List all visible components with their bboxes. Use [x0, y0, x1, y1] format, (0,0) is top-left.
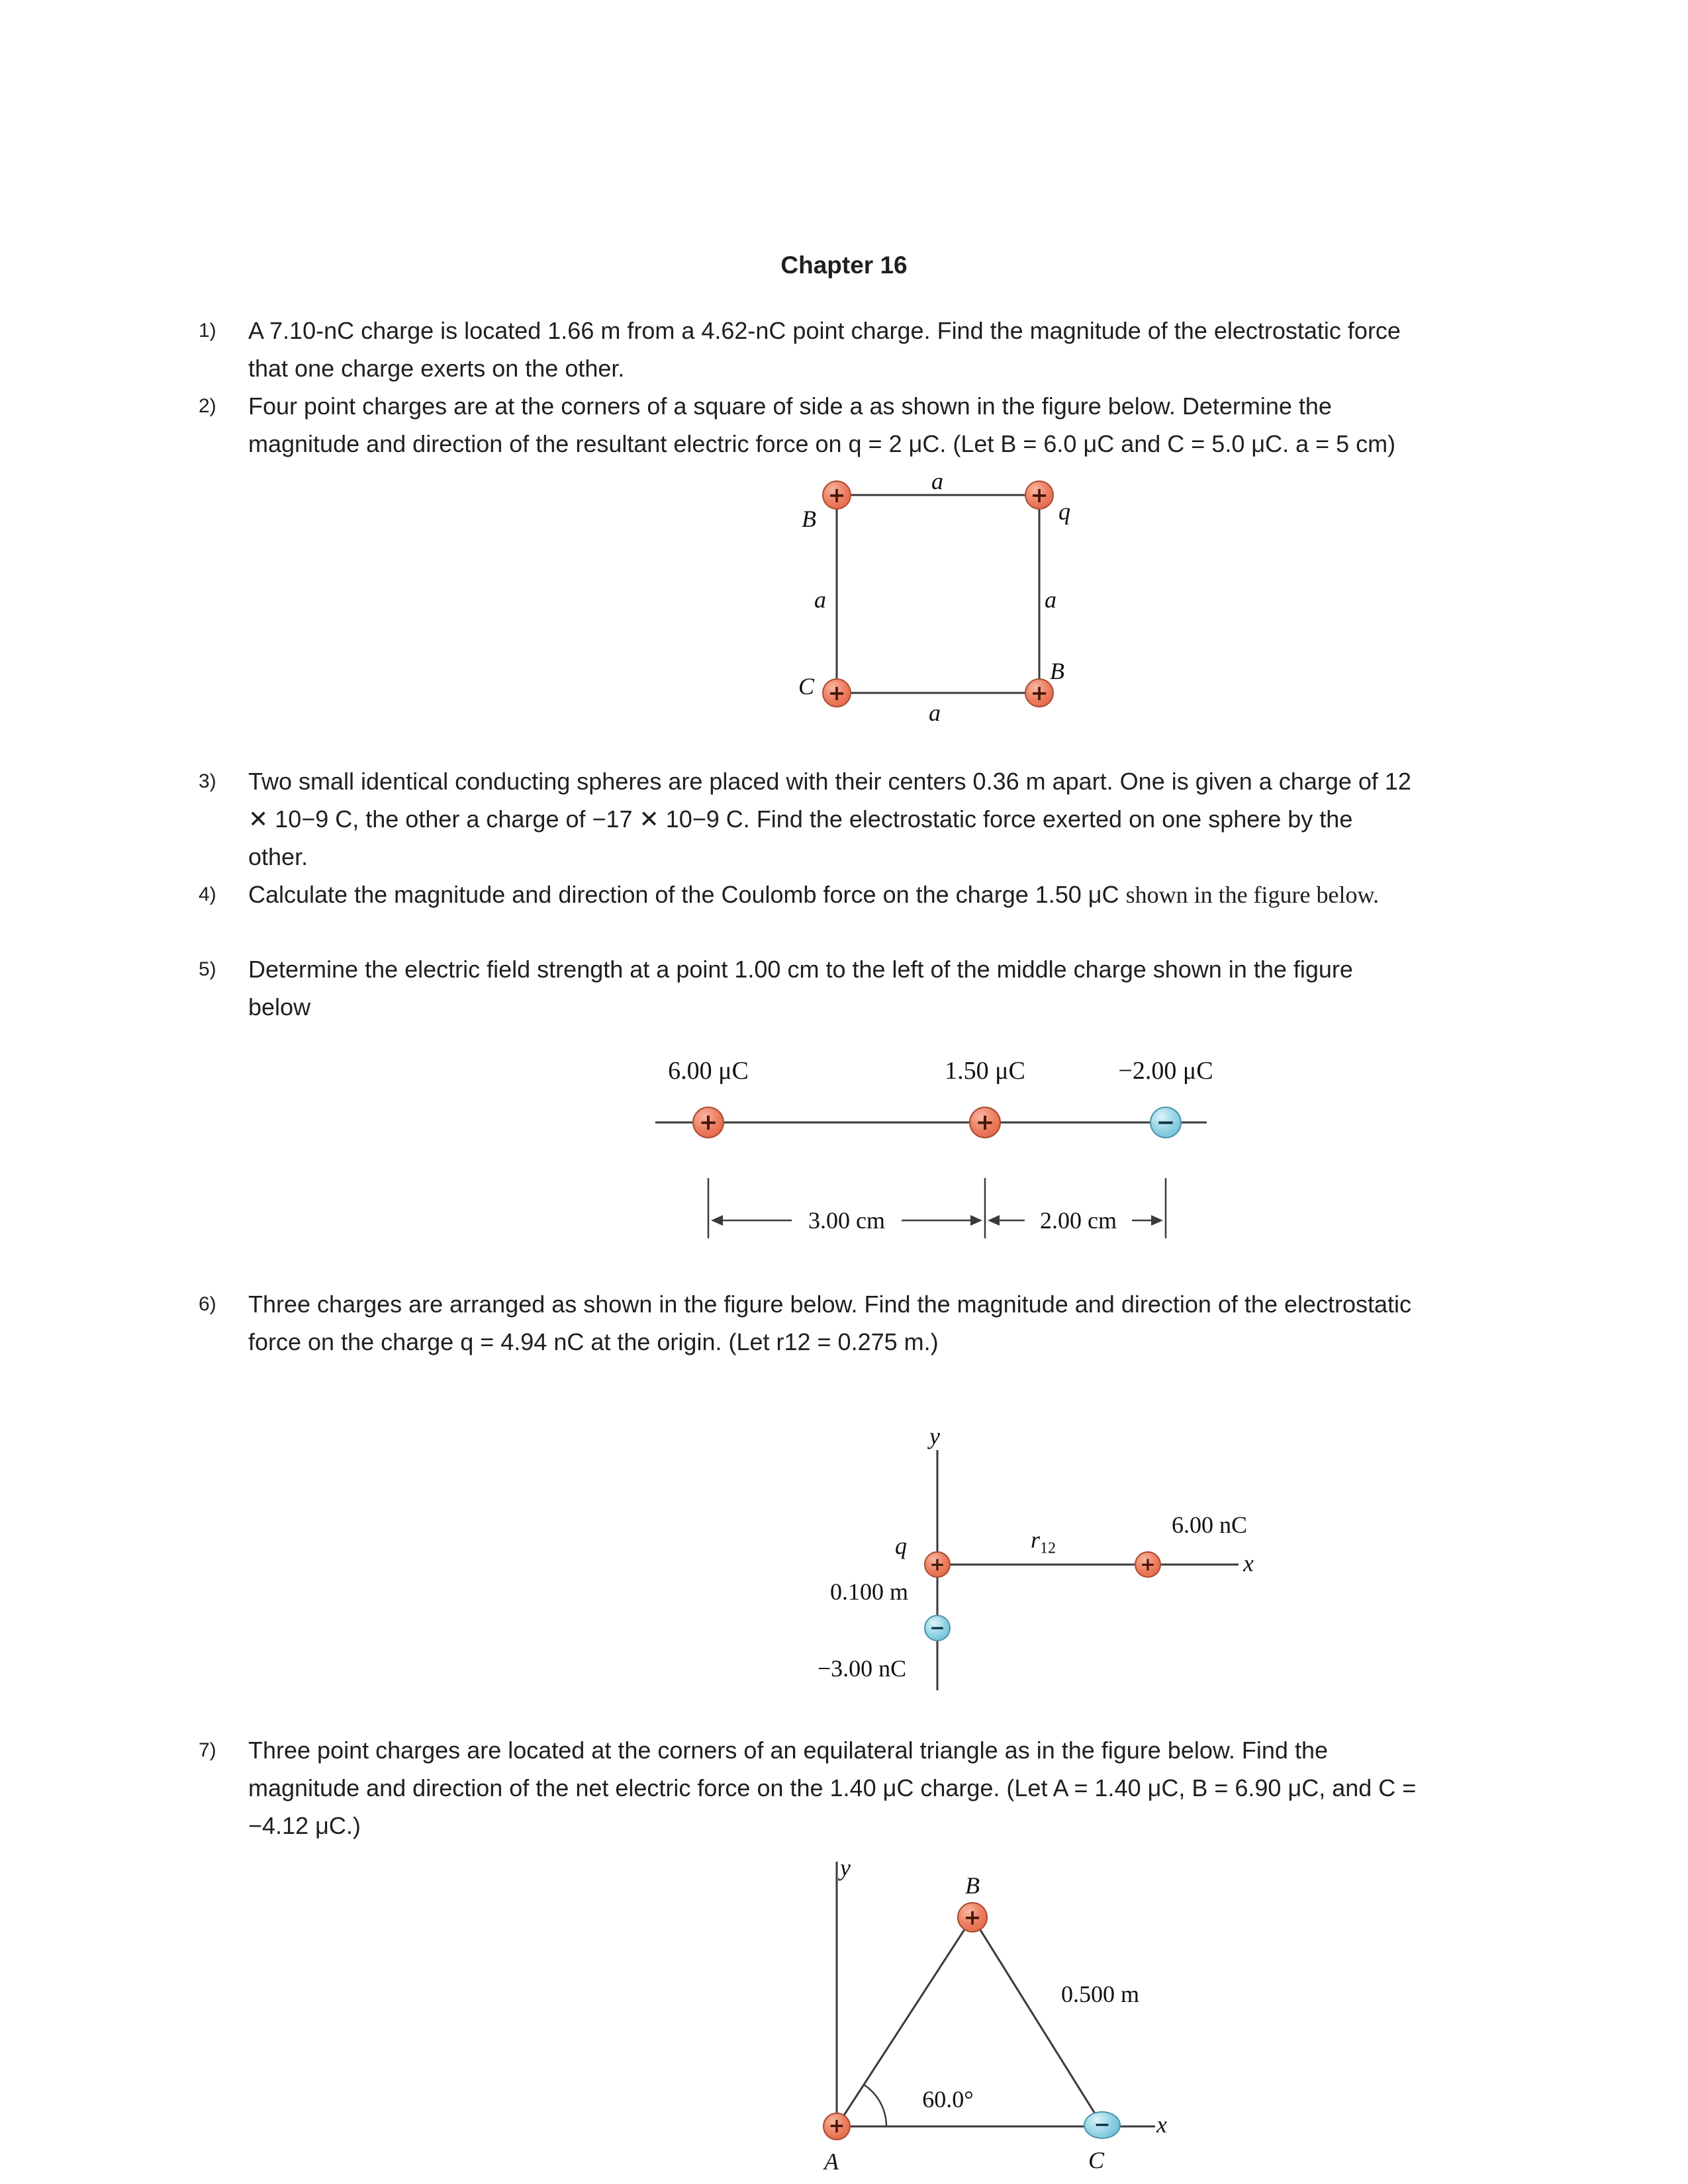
label-side-0.500m: 0.500 m [1060, 1981, 1140, 2007]
plus-sign: + [827, 482, 846, 508]
label-charge-minus3.00nC: −3.00 nC [817, 1655, 907, 1682]
positive-charge-top-right [1025, 480, 1054, 510]
plus-sign: + [827, 680, 846, 705]
label-charge-6.00uC: 6.00 μC [668, 1057, 749, 1085]
minus-sign: − [929, 1617, 945, 1639]
figure-square-charges [761, 463, 1185, 748]
problem-7 [199, 1731, 1417, 1844]
problem-6 [199, 1285, 1417, 1361]
problem-3-body: Two small identical conducting spheres are placed with their centers 0.36 m apart. One is given a charge of 12 ✕ 10−9 C, the other a charge of −17 ✕ 10−9 C. Find the electrostatic force exerted on one sphere by the other. [248, 768, 1411, 870]
label-charge-B: B [965, 1872, 980, 1899]
label-side-a-left: a [814, 586, 826, 613]
plus-sign: + [963, 1905, 982, 1930]
problem-2-number: 2) [199, 395, 216, 417]
problem-2-text [248, 387, 1417, 463]
label-side-a-bottom: a [929, 700, 941, 726]
problem-7-text [248, 1731, 1417, 1844]
problem-5-text [248, 950, 1417, 1026]
plus-sign: + [1030, 482, 1049, 508]
negative-charge-right [1150, 1107, 1182, 1138]
problem-1-text [248, 312, 1417, 387]
problem-1 [199, 312, 1417, 387]
label-side-a-right: a [1045, 586, 1056, 613]
r-subscript: 12 [1040, 1539, 1056, 1557]
problem-7-number: 7) [199, 1739, 216, 1761]
label-charge-C: C [798, 673, 815, 700]
plus-sign: + [698, 1109, 718, 1136]
label-charge-1.50uC: 1.50 μC [945, 1057, 1025, 1085]
negative-charge-C [1084, 2111, 1121, 2139]
r-symbol: r [1030, 1526, 1041, 1553]
minus-sign: − [1156, 1109, 1176, 1136]
label-distance-2.00cm: 2.00 cm [1040, 1207, 1117, 1234]
figure-charge-line [629, 1046, 1258, 1257]
minus-sign: − [1094, 2113, 1111, 2136]
positive-charge-origin [924, 1551, 951, 1578]
problem-1-number: 1) [199, 320, 216, 341]
problem-5 [199, 950, 1417, 1026]
problem-6-number: 6) [199, 1293, 216, 1315]
positive-charge-bottom-left [822, 678, 851, 707]
negative-charge-below [924, 1615, 951, 1641]
positive-charge-right [1135, 1551, 1161, 1578]
plus-sign: + [828, 2115, 845, 2138]
problem-4-body-serif: shown in the figure below. [1125, 882, 1380, 908]
figure-equilateral-triangle [761, 1846, 1304, 2184]
label-y-axis: y [929, 1423, 940, 1449]
positive-charge-left [692, 1107, 724, 1138]
positive-charge-top-left [822, 480, 851, 510]
figure-coordinate-axes [794, 1416, 1337, 1714]
label-y-axis: y [840, 1854, 851, 1881]
problem-4-body: Calculate the magnitude and direction of the Coulomb force on the charge 1.50 μC [248, 881, 1126, 908]
problem-4 [199, 876, 1417, 914]
problem-6-body: Three charges are arranged as shown in the figure below. Find the magnitude and direction of the electrostatic force on the charge q = 4.94 nC at the origin. (Let r12 = 0.275 m.) [248, 1291, 1412, 1355]
label-charge-C: C [1088, 2147, 1105, 2173]
label-charge-B-bottom-right: B [1050, 658, 1064, 684]
problem-5-body: Determine the electric field strength at a point 1.00 cm to the left of the middle charge shown in the figure below [248, 956, 1353, 1021]
plus-sign: + [1030, 680, 1049, 705]
positive-charge-A [823, 2113, 851, 2140]
problem-3-number: 3) [199, 770, 216, 792]
label-charge-minus2.00uC: −2.00 μC [1118, 1057, 1213, 1085]
plus-sign: + [975, 1109, 995, 1136]
plus-sign: + [1140, 1553, 1156, 1575]
problem-4-number: 4) [199, 884, 216, 905]
problem-2 [199, 387, 1417, 463]
page-title: Chapter 16 [780, 251, 908, 279]
label-charge-A: A [824, 2148, 839, 2175]
problem-1-body: A 7.10-nC charge is located 1.66 m from a 4.62-nC point charge. Find the magnitude of the electrostatic force that one charge exerts on the other. [248, 317, 1401, 382]
problem-6-text [248, 1285, 1417, 1361]
label-x-axis: x [1243, 1550, 1254, 1576]
label-angle-60deg: 60.0° [922, 2086, 974, 2113]
problem-7-body: Three point charges are located at the corners of an equilateral triangle as in the figure below. Find the magnitude and direction of the net electric force on the 1.40 μC charge. (Let A = 1.40 μC, B = 6.90 μC, and C = −4.12 μC.) [248, 1737, 1417, 1839]
label-distance-0.100m: 0.100 m [829, 1578, 909, 1605]
plus-sign: + [929, 1553, 945, 1575]
problem-3 [199, 762, 1417, 876]
label-charge-6.00nC: 6.00 nC [1171, 1512, 1248, 1538]
problem-5-number: 5) [199, 958, 216, 980]
label-x-axis: x [1156, 2111, 1167, 2138]
label-charge-q: q [1058, 498, 1070, 525]
label-side-a-top: a [931, 468, 943, 494]
problem-2-body: Four point charges are at the corners of a square of side a as shown in the figure below. Determine the magnitude and direction of the resultant electric force on q = 2 μC. (Let B = 6.0 μC and C = 5.0 μC. a = 5 cm) [248, 392, 1396, 457]
problem-3-text [248, 762, 1417, 876]
positive-charge-B [957, 1902, 988, 1933]
problem-4-text [248, 876, 1417, 914]
positive-charge-middle [969, 1107, 1001, 1138]
label-charge-B-top-left: B [802, 506, 816, 532]
label-distance-3.00cm: 3.00 cm [808, 1207, 885, 1234]
label-r12 [1031, 1527, 1056, 1556]
label-charge-q-origin: q [895, 1533, 907, 1559]
